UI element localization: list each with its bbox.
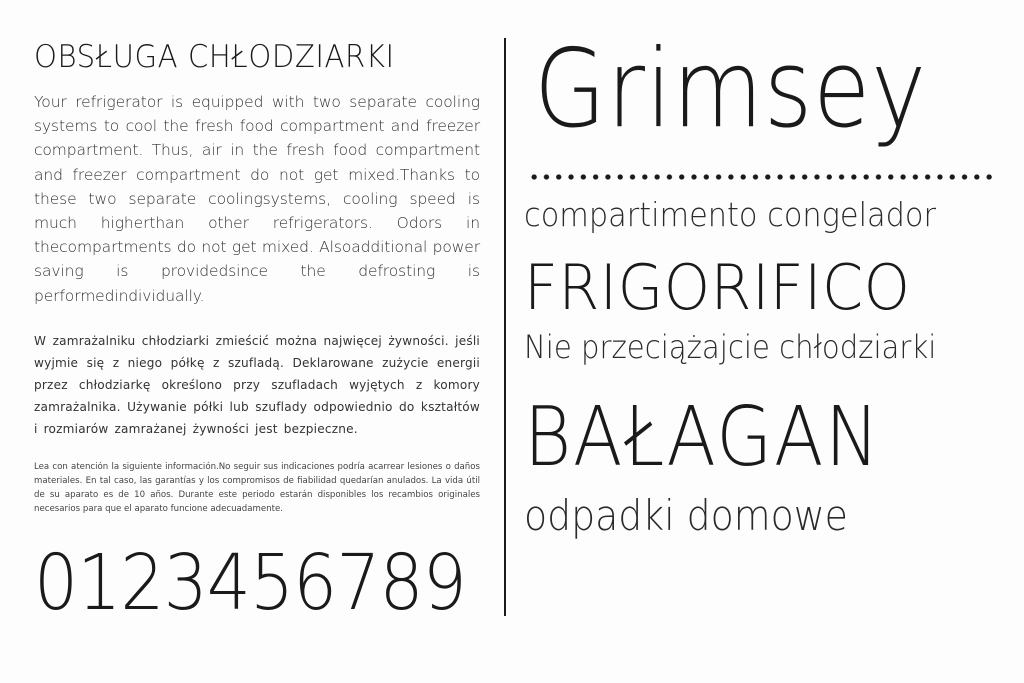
sample-line-frigorifico: FRIGORIFICO [524,251,911,324]
left-column [34,38,480,517]
english-paragraph: Your refrigerator is equipped with two separate cooling systems to cool the fresh food compartment and freezer compartment. Thus, air in the fresh food compartment and freezer compartment do not get mixed.Thanks to these two separate coolingsystems, cooling speed is much higherthan other refrigerators. Odors in thecompartments do not get mixed. Alsoadditional power saving is providedsince the defrosting is performedindividually. [34,93,480,305]
sample-line-nie-przeciazajcie: Nie przeciążajcie chłodziarki [524,328,937,366]
digits-sample: 0123456789 [34,539,466,628]
sample-line-compartimento: compartimento congelador [524,195,936,234]
spanish-paragraph: Lea con atención la siguiente información.No seguir sus indicaciones podría acarrear lesiones o daños materiales. En tal caso, las garantías y los compromisos de fiabilidad quedarían anulados. La vida útil de su aparato es de 10 años. Durante este periodo estarán disponibles los recambios originales necesarios para que el aparato funcione adecuadamente. [34,461,480,515]
polish-paragraph: W zamrażalniku chłodziarki zmieścić można najwięcej żywności. jeśli wyjmie się z niego półkę z szufladą. Deklarowane zużycie energii przez chłodziarkę określono przy szufladach wyjętych z komory zamrażalnika. Używanie półki lub szuflady odpowiednio do kształtów i rozmiarów zamrażanej żywności jest bezpieczne. [34,333,480,436]
sample-line-balagan: BAŁAGAN [524,390,881,485]
font-name-title: Grimsey [534,27,927,152]
vertical-divider [504,38,506,616]
specimen-heading: OBSŁUGA CHŁODZIARKI [34,39,395,75]
right-column [524,20,998,544]
sample-line-odpadki: odpadki domowe [524,491,848,540]
dotted-separator [528,174,994,180]
